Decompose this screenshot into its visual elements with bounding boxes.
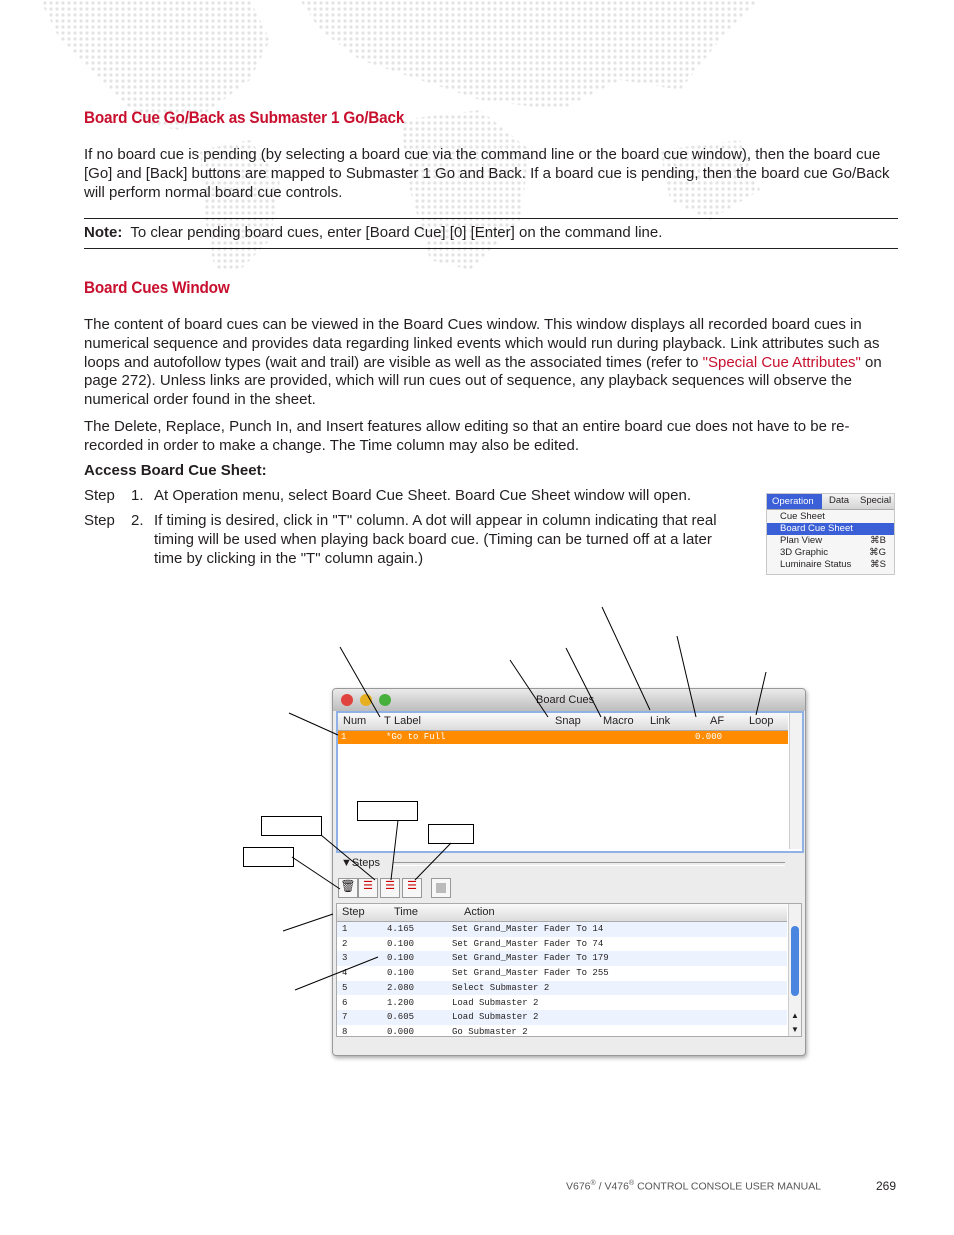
cue-af: 0.000 xyxy=(695,732,723,742)
replace-icon: ☰ xyxy=(363,880,373,892)
step-step: 8 xyxy=(342,1026,348,1037)
step-action: Set Grand_Master Fader To 74 xyxy=(452,938,604,949)
menu-item-3d-graphic[interactable]: 3D Graphic ⌘G xyxy=(780,547,886,558)
note-text: To clear pending board cues, enter [Board Cue] [0] [Enter] on the command line. xyxy=(130,224,663,241)
col-t[interactable]: T xyxy=(384,715,391,727)
col-snap[interactable]: Snap xyxy=(555,715,581,727)
step-number: 1. xyxy=(131,487,144,504)
col-num[interactable]: Num xyxy=(343,715,367,727)
col-time[interactable]: Time xyxy=(394,906,419,918)
punch-in-icon: ☰ xyxy=(385,880,395,892)
menu-item-plan-view[interactable]: Plan View ⌘B xyxy=(780,535,886,546)
step-action: Set Grand_Master Fader To 14 xyxy=(452,924,604,934)
special-cue-attributes-link[interactable]: "Special Cue Attributes" xyxy=(702,353,861,371)
step-label: Step xyxy=(84,487,115,504)
col-step[interactable]: Step xyxy=(342,906,365,918)
col-label[interactable]: Label xyxy=(394,715,421,727)
window-title: Board Cues xyxy=(536,694,595,706)
paragraph-text: The content of board cues can be viewed in the Board Cues window. This window displays all recorded board cues in numerical sequence and provides data regarding linked events which would run during playback. Link attributes such as loops and autofollow types (wait and trail) are visible as well as the associated times (refer to xyxy=(84,316,880,371)
menu-item-luminaire-status[interactable]: Luminaire Status ⌘S xyxy=(780,559,886,570)
step-time: 0.100 xyxy=(387,968,415,979)
step-text: At Operation menu, select Board Cue Sheet. Board Cue Sheet window will open. xyxy=(154,487,691,504)
step-step: 1 xyxy=(342,924,348,934)
section-heading-go-back: Board Cue Go/Back as Submaster 1 Go/Back xyxy=(84,108,405,127)
access-title-text: Access Board Cue Sheet: xyxy=(84,462,267,479)
col-macro[interactable]: Macro xyxy=(603,715,634,727)
steps-disclosure[interactable]: ▼Steps xyxy=(341,857,381,869)
step-step: 3 xyxy=(342,953,348,964)
menu-item-board-cue-sheet[interactable]: Board Cue Sheet xyxy=(767,523,894,535)
menu-item-cue-sheet[interactable]: Cue Sheet xyxy=(780,511,825,522)
trash-icon: 🗑 xyxy=(340,879,356,893)
step-step: 7 xyxy=(342,1012,348,1023)
step-number: 2. xyxy=(131,512,144,529)
step-time: 0.100 xyxy=(387,953,415,964)
section-heading-board-cues-window: Board Cues Window xyxy=(84,278,230,297)
step-step: 2 xyxy=(342,938,348,949)
col-link[interactable]: Link xyxy=(650,715,671,727)
scroll-up-icon[interactable]: ▲ xyxy=(791,1011,799,1020)
note-label: Note: xyxy=(84,224,123,241)
footer-title: V676® / V476® CONTROL CONSOLE USER MANUAL xyxy=(566,1180,822,1193)
step-step: 4 xyxy=(342,968,348,979)
steps-label: Steps xyxy=(351,857,381,869)
step-time: 0.100 xyxy=(387,938,415,949)
step-action: Load Submaster 2 xyxy=(452,1012,539,1023)
step-action: Select Submaster 2 xyxy=(452,982,550,993)
step-step: 5 xyxy=(342,982,348,993)
col-af[interactable]: AF xyxy=(710,715,725,727)
col-action[interactable]: Action xyxy=(464,906,495,918)
step-step: 6 xyxy=(342,997,348,1008)
cue-num: 1 xyxy=(341,732,347,742)
step-time: 1.200 xyxy=(387,997,415,1008)
menu-data[interactable]: Data xyxy=(829,495,850,506)
step-label: Step xyxy=(84,512,115,529)
step-action: Set Grand_Master Fader To 255 xyxy=(452,968,609,979)
step-action: Load Submaster 2 xyxy=(452,997,539,1008)
col-loop[interactable]: Loop xyxy=(749,715,774,727)
menu-operation[interactable]: Operation xyxy=(767,494,822,509)
step-time: 0.605 xyxy=(387,1012,415,1023)
step-action: Go Submaster 2 xyxy=(452,1026,528,1037)
paragraph-text: on page 272). Unless links are provided, which will run cues out of sequence, any playback sequences will observe the numerical order found in the sheet. xyxy=(84,353,882,409)
paragraph-go-back: If no board cue is pending (by selecting a board cue via the command line or the board cue window), then the board cue [Go] and [Back] buttons are mapped to Submaster 1 Go and Back. If a board cue is pending, then the board cue Go/Back will perform normal board cue controls. xyxy=(84,146,890,201)
step-time: 0.000 xyxy=(387,1026,415,1037)
cue-label: *Go to Full xyxy=(386,732,446,742)
insert-icon: ☰ xyxy=(407,880,417,892)
paragraph-editing: The Delete, Replace, Punch In, and Insert features allow editing so that an entire board cue does not have to be re-recorded in order to make a change. The Time column may also be edited. xyxy=(84,418,850,454)
scroll-down-icon[interactable]: ▼ xyxy=(791,1025,799,1034)
step-time: 2.080 xyxy=(387,982,415,993)
menu-special[interactable]: Special xyxy=(860,495,892,506)
step-action: Set Grand_Master Fader To 179 xyxy=(452,953,609,964)
step-time: 4.165 xyxy=(387,924,415,934)
page-number: 269 xyxy=(876,1179,897,1193)
step-text: If timing is desired, click in "T" column. A dot will appear in column indicating that real timing will be used when playing back board cue. (Timing can be turned off at a later time by clicking in the "T" column again.) xyxy=(154,512,717,567)
